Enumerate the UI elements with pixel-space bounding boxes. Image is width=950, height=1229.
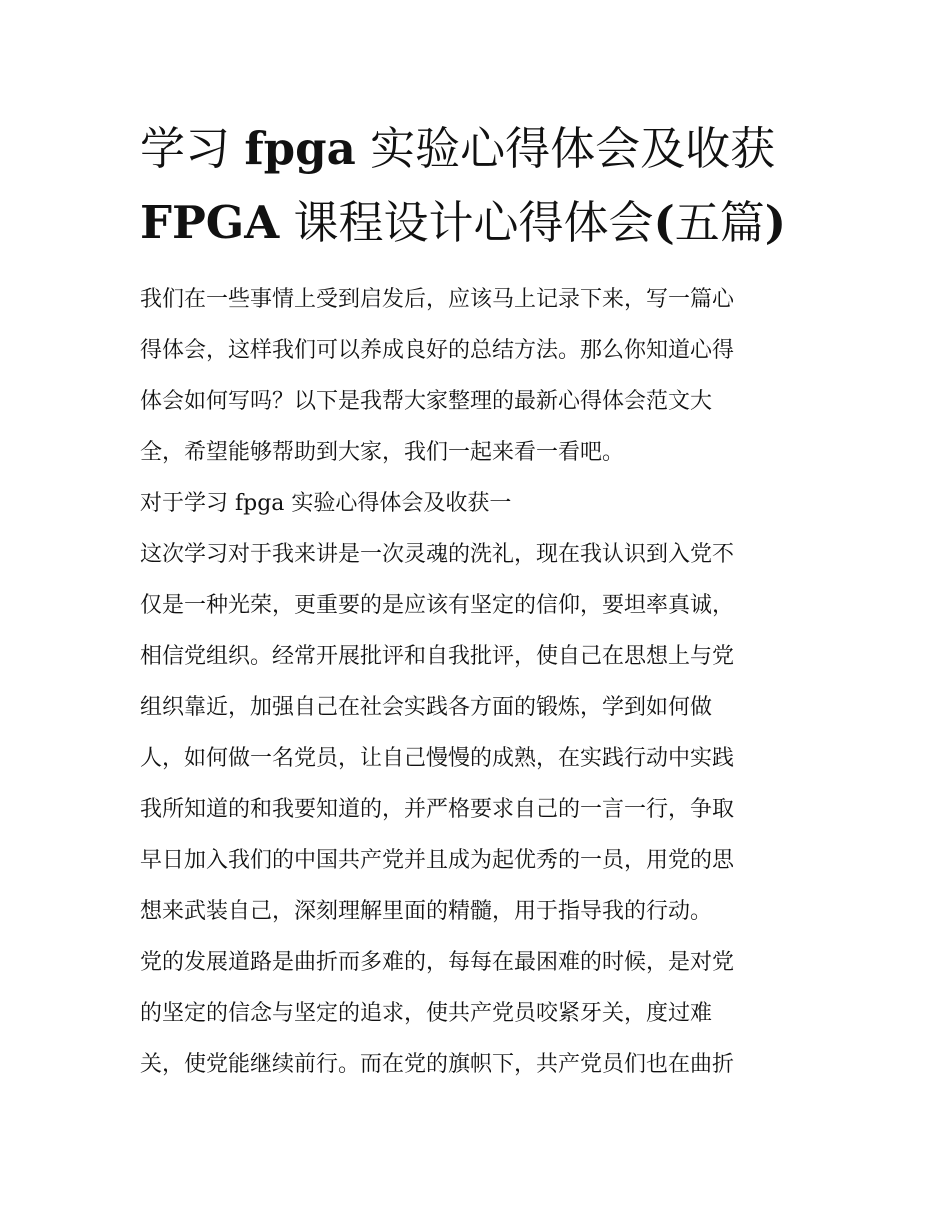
title-text-bold: ( xyxy=(653,196,675,249)
body-line: 仅是一种光荣，更重要的是应该有坚定的信仰，要坦率真诚， xyxy=(140,593,735,618)
body-line: 想来武装自己，深刻理解里面的精髓，用于指导我的行动。 xyxy=(140,899,713,924)
title-text: 实验心得体会及收获 xyxy=(355,122,776,175)
title-text-bold: ) xyxy=(764,196,787,249)
title-text-bold: FPGA xyxy=(140,196,280,249)
body-line: 组织靠近，加强自己在社会实践各方面的锻炼，学到如何做 xyxy=(140,695,713,720)
body-line: 我们在一些事情上受到启发后，应该马上记录下来，写一篇心 xyxy=(140,287,735,312)
body-line: 全，希望能够帮助到大家，我们一起来看一看吧。 xyxy=(140,440,625,465)
body-line: 体会如何写吗？以下是我帮大家整理的最新心得体会范文大 xyxy=(140,389,713,414)
title-line-1 xyxy=(140,112,820,186)
title-text: 学习 xyxy=(140,122,245,175)
body-line: 的坚定的信念与坚定的追求，使共产党员咬紧牙关，度过难 xyxy=(140,1001,713,1026)
body-line: 得体会，这样我们可以养成良好的总结方法。那么你知道心得 xyxy=(140,338,735,363)
section-heading: 对于学习 fpga 实验心得体会及收获一 xyxy=(140,491,512,516)
title-text: 课程设计心得体会 xyxy=(279,196,654,249)
title-text: 五篇 xyxy=(674,196,765,249)
body-line: 党的发展道路是曲折而多难的，每每在最困难的时候，是对党 xyxy=(140,950,735,975)
document-title xyxy=(140,112,820,260)
title-line-2 xyxy=(140,186,820,260)
body-line: 相信党组织。经常开展批评和自我批评，使自己在思想上与党 xyxy=(140,644,735,669)
title-text-bold: fpga xyxy=(244,122,356,175)
body-line: 这次学习对于我来讲是一次灵魂的洗礼，现在我认识到入党不 xyxy=(140,542,735,567)
body-line: 我所知道的和我要知道的，并严格要求自己的一言一行，争取 xyxy=(140,797,735,822)
body-line: 早日加入我们的中国共产党并且成为起优秀的一员，用党的思 xyxy=(140,848,735,873)
body-line: 人，如何做一名党员，让自己慢慢的成熟，在实践行动中实践 xyxy=(140,746,735,771)
document-body xyxy=(140,274,820,1090)
body-line: 关，使党能继续前行。而在党的旗帜下，共产党员们也在曲折 xyxy=(140,1052,735,1077)
